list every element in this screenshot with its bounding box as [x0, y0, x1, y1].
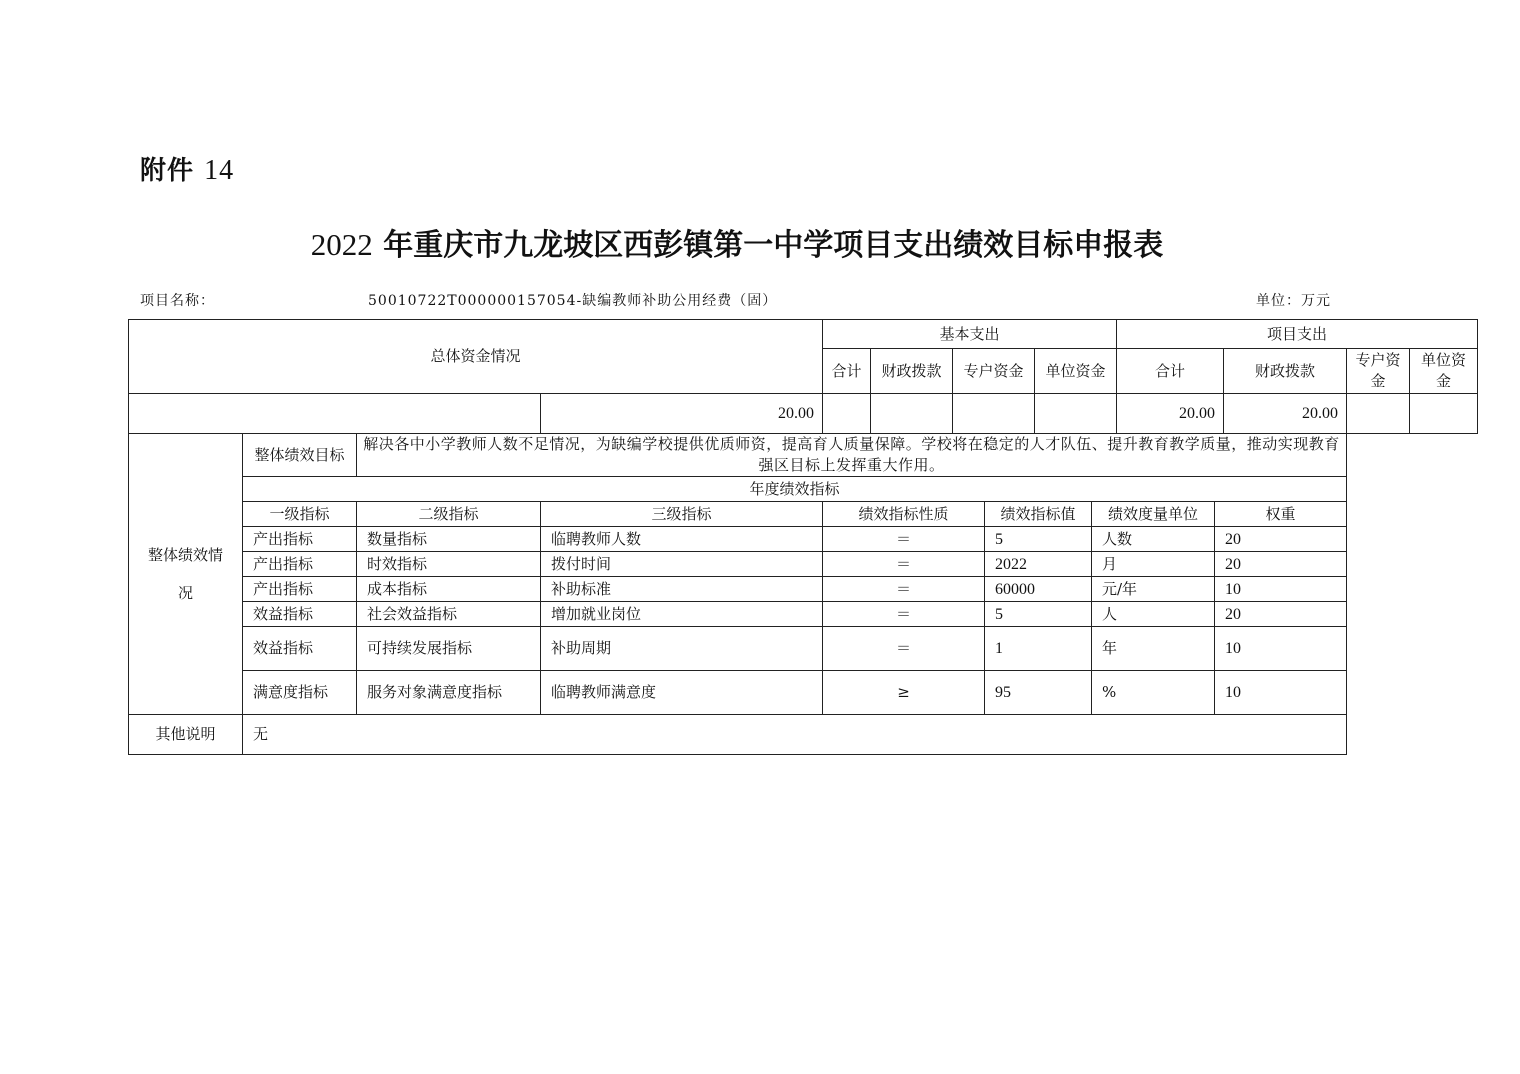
row-value: 5	[985, 527, 1092, 552]
attachment-label	[140, 150, 234, 187]
row-level1: 产出指标	[243, 527, 357, 552]
row-level2: 时效指标	[357, 552, 541, 577]
basic-fiscal-value	[871, 394, 953, 434]
project-col-fiscal: 财政拨款	[1224, 349, 1347, 394]
funds-blank-cell	[129, 394, 541, 434]
row-level1: 产出指标	[243, 577, 357, 602]
row-unit: 月	[1092, 552, 1215, 577]
attachment-prefix: 附件	[140, 156, 195, 186]
title-text: 年重庆市九龙坡区西彭镇第一中学项目支出绩效目标申报表	[383, 228, 1164, 263]
project-name-value: 50010722T000000157054-缺编教师补助公用经费（固）	[368, 293, 778, 309]
row-unit: 人	[1092, 602, 1215, 627]
row-unit: 元/年	[1092, 577, 1215, 602]
funds-section-label: 总体资金情况	[129, 320, 823, 394]
row-level3: 增加就业岗位	[541, 602, 823, 627]
basic-col-special: 专户资金	[953, 349, 1035, 394]
row-unit: 年	[1092, 627, 1215, 671]
row-nature: ≥	[823, 671, 985, 715]
row-level1: 效益指标	[243, 602, 357, 627]
row-level2: 服务对象满意度指标	[357, 671, 541, 715]
basic-col-total: 合计	[823, 349, 871, 394]
row-unit: %	[1092, 671, 1215, 715]
row-level2: 社会效益指标	[357, 602, 541, 627]
row-weight: 20	[1215, 527, 1347, 552]
basic-special-value	[953, 394, 1035, 434]
row-weight: 10	[1215, 671, 1347, 715]
row-level2: 数量指标	[357, 527, 541, 552]
row-level1: 产出指标	[243, 552, 357, 577]
row-weight: 10	[1215, 627, 1347, 671]
row-level1: 效益指标	[243, 627, 357, 671]
project-total-value: 20.00	[1117, 394, 1224, 434]
basic-total-value	[823, 394, 871, 434]
goal-text: 解决各中小学教师人数不足情况，为缺编学校提供优质师资，提高育人质量保障。学校将在稳定的人才队伍、提升教育教学质量，推动实现教育强区目标上发挥重大作用。	[357, 434, 1347, 477]
row-level2: 成本指标	[357, 577, 541, 602]
row-weight: 10	[1215, 577, 1347, 602]
col-level1: 一级指标	[243, 502, 357, 527]
table-row	[129, 602, 1347, 627]
project-expenditure-header: 项目支出	[1117, 320, 1478, 349]
row-level1: 满意度指标	[243, 671, 357, 715]
row-nature: ＝	[823, 527, 985, 552]
table-row	[129, 627, 1347, 671]
performance-indicators-table	[128, 433, 1347, 755]
row-nature: ＝	[823, 552, 985, 577]
row-level2: 可持续发展指标	[357, 627, 541, 671]
project-col-total: 合计	[1117, 349, 1224, 394]
project-col-special: 专户资金	[1347, 349, 1410, 394]
col-value: 绩效指标值	[985, 502, 1092, 527]
table-row	[129, 577, 1347, 602]
basic-expenditure-header: 基本支出	[823, 320, 1117, 349]
row-value: 60000	[985, 577, 1092, 602]
col-level2: 二级指标	[357, 502, 541, 527]
col-unit: 绩效度量单位	[1092, 502, 1215, 527]
other-notes-value: 无	[243, 715, 1347, 755]
row-weight: 20	[1215, 552, 1347, 577]
annual-indicators-label: 年度绩效指标	[243, 477, 1347, 502]
other-notes-label: 其他说明	[129, 715, 243, 755]
row-level3: 补助标准	[541, 577, 823, 602]
row-value: 5	[985, 602, 1092, 627]
unit-label: 单位：万元	[1256, 293, 1331, 309]
col-nature: 绩效指标性质	[823, 502, 985, 527]
row-level3: 临聘教师人数	[541, 527, 823, 552]
project-special-value	[1347, 394, 1410, 434]
row-nature: ＝	[823, 602, 985, 627]
row-level3: 补助周期	[541, 627, 823, 671]
table-row	[129, 552, 1347, 577]
performance-section-label: 整体绩效情况	[129, 434, 243, 715]
table-row	[129, 527, 1347, 552]
row-nature: ＝	[823, 577, 985, 602]
row-level3: 临聘教师满意度	[541, 671, 823, 715]
title-year: 2022	[310, 227, 373, 262]
row-value: 2022	[985, 552, 1092, 577]
attachment-number: 14	[204, 155, 235, 186]
basic-col-fiscal: 财政拨款	[871, 349, 953, 394]
row-value: 95	[985, 671, 1092, 715]
row-nature: ＝	[823, 627, 985, 671]
project-unit-value	[1410, 394, 1478, 434]
budget-total-value: 20.00	[541, 394, 823, 434]
performance-report-table	[128, 319, 1478, 434]
row-weight: 20	[1215, 602, 1347, 627]
project-name-label: 项目名称：	[140, 293, 215, 309]
row-unit: 人数	[1092, 527, 1215, 552]
basic-unit-value	[1035, 394, 1117, 434]
col-weight: 权重	[1215, 502, 1347, 527]
col-level3: 三级指标	[541, 502, 823, 527]
project-fiscal-value: 20.00	[1224, 394, 1347, 434]
project-col-unit: 单位资金	[1410, 349, 1478, 394]
table-row	[129, 671, 1347, 715]
goal-label: 整体绩效目标	[243, 434, 357, 477]
row-level3: 拨付时间	[541, 552, 823, 577]
basic-col-unit: 单位资金	[1035, 349, 1117, 394]
row-value: 1	[985, 627, 1092, 671]
document-title	[0, 220, 1474, 264]
